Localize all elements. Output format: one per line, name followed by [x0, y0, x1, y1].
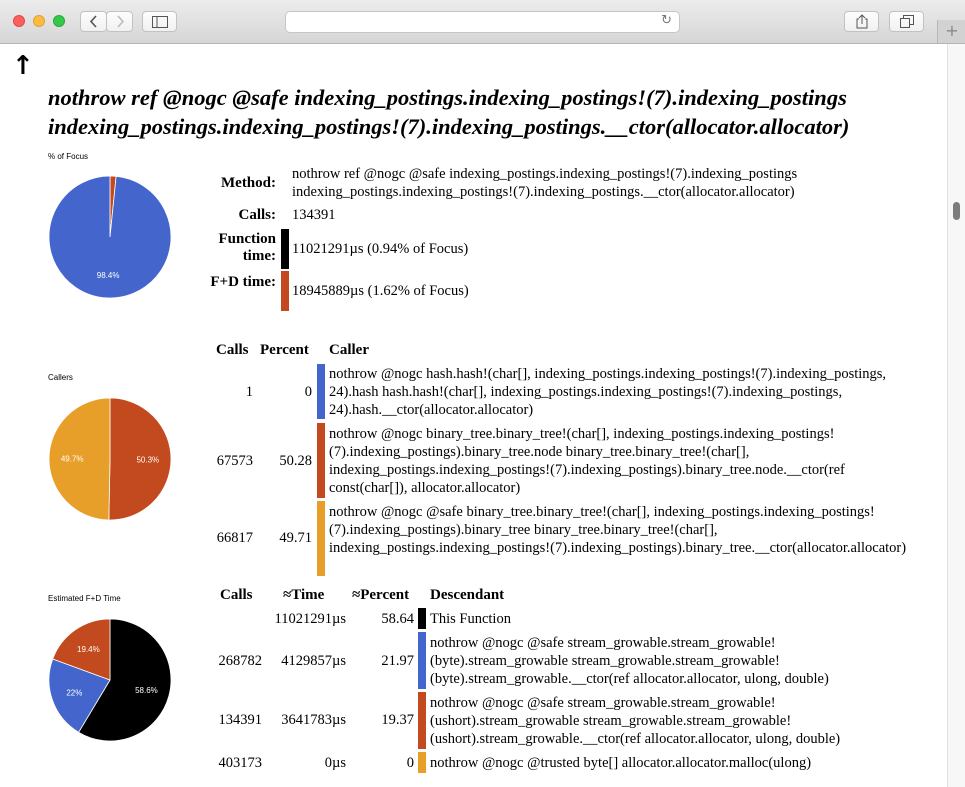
desc-time: 0µs: [324, 755, 346, 771]
callers-caller-header: Caller: [329, 342, 369, 358]
up-arrow-icon[interactable]: ↑: [12, 51, 34, 81]
desc-calls: 268782: [218, 653, 262, 669]
function-time-bar: [281, 229, 289, 269]
share-button[interactable]: [844, 11, 879, 32]
desc-time: 4129857µs: [281, 653, 346, 669]
pie-slice-label: 22%: [66, 688, 83, 698]
calls-value: 134391: [292, 207, 336, 223]
desc-bar: [418, 632, 426, 689]
page-title: nothrow ref @nogc @safe indexing_postings.indexing_postings!(7).indexing_postings indexing_postings.indexing_postings!(7).indexing_postings.__ctor(allocator.allocator): [48, 85, 850, 139]
desc-bar: [418, 692, 426, 749]
desc-time: 11021291µs: [274, 611, 346, 627]
desc-percent-header: ≈Percent: [352, 587, 410, 603]
caller-text[interactable]: nothrow @nogc @safe binary_tree.binary_tree!(char[], indexing_postings.indexing_postings!(7).indexing_postings).binary_tree binary_tree.binary_tree!(char[], indexing_postings.indexing_postings!(7).indexing_postings).binary_tree.__ctor(allocator.allocator): [329, 504, 907, 556]
focus-pie-chart: [47, 174, 173, 300]
caller-bar: [317, 501, 325, 576]
sidebar-button[interactable]: [142, 11, 177, 32]
callers-percent-header: Percent: [260, 342, 309, 358]
descendants-chart-title: Estimated F+D Time: [48, 594, 121, 603]
forward-button[interactable]: [106, 11, 133, 32]
method-value: nothrow ref @nogc @safe indexing_postings.indexing_postings!(7).indexing_postings indexing_postings.indexing_postings!(7).indexing_postings.__ctor(allocator.allocator): [292, 166, 798, 200]
pie-slice-label: 58.6%: [135, 686, 158, 696]
desc-percent: 21.97: [381, 653, 414, 669]
address-bar[interactable]: [285, 11, 680, 33]
caller-text[interactable]: nothrow @nogc binary_tree.binary_tree!(char[], indexing_postings.indexing_postings!(7).indexing_postings).binary_tree.node binary_tree.binary_tree!(char[], indexing_postings.indexing_postings!(7).indexing_postings).binary_tree.node.__ctor(ref const(char[]), allocator.allocator): [329, 426, 845, 496]
caller-percent: 50.28: [279, 453, 312, 469]
caller-text[interactable]: nothrow @nogc hash.hash!(char[], indexing_postings.indexing_postings!(7).indexing_postings, 24).hash hash.hash!(char[], indexing_postings.indexing_postings!(7).indexing_postings, 24).hash.__ctor(allocator.allocator): [329, 366, 887, 418]
calls-label: Calls:: [238, 207, 276, 223]
reload-icon[interactable]: ↻: [661, 13, 672, 28]
sidebar-icon: [152, 16, 168, 28]
zoom-window-button[interactable]: [53, 15, 65, 27]
method-label: Method:: [221, 175, 276, 191]
callers-calls-header: Calls: [216, 342, 249, 358]
desc-bar: [418, 608, 426, 629]
caller-calls: 66817: [216, 530, 253, 546]
desc-percent: 0: [406, 755, 414, 771]
share-icon: [855, 14, 869, 29]
page-content: [0, 44, 947, 787]
caller-bar: [317, 423, 325, 498]
caller-calls: 67573: [216, 453, 253, 469]
pie-slice-label: 98.4%: [96, 270, 120, 280]
fd-time-pie-chart: [47, 617, 173, 743]
plus-icon: +: [945, 21, 959, 40]
caller-calls: 1: [245, 384, 253, 400]
desc-descendant-header: Descendant: [430, 587, 505, 603]
scrollbar-thumb[interactable]: [953, 202, 960, 220]
desc-text[interactable]: nothrow @nogc @safe stream_growable.stream_growable!(ushort).stream_growable stream_growable.stream_growable!(ushort).stream_growable.__ctor(ref allocator.allocator, ulong, double): [430, 695, 841, 747]
new-tab-button[interactable]: [937, 20, 965, 43]
desc-calls: 403173: [218, 755, 262, 771]
chevron-right-icon: [115, 15, 125, 28]
chevron-left-icon: [89, 15, 99, 28]
minimize-window-button[interactable]: [33, 15, 45, 27]
caller-percent: 0: [304, 384, 312, 400]
function-time-value: 11021291µs (0.94% of Focus): [292, 241, 469, 257]
close-window-button[interactable]: [13, 15, 25, 27]
caller-percent: 49.71: [279, 530, 312, 546]
function-time-label: Function time:: [218, 231, 276, 264]
desc-calls: 134391: [218, 712, 262, 728]
fd-time-bar: [281, 271, 289, 311]
caller-bar: [317, 364, 325, 419]
callers-chart-title: Callers: [48, 373, 73, 382]
desc-time: 3641783µs: [281, 712, 346, 728]
tabs-icon: [900, 15, 914, 28]
pie-slice-label: 50.3%: [136, 455, 160, 465]
tabs-button[interactable]: [889, 11, 924, 32]
desc-percent: 58.64: [381, 611, 414, 627]
desc-text[interactable]: This Function: [430, 611, 511, 627]
desc-text[interactable]: nothrow @nogc @trusted byte[] allocator.allocator.malloc(ulong): [430, 755, 812, 771]
desc-time-header: ≈Time: [283, 587, 325, 603]
desc-percent: 19.37: [381, 712, 414, 728]
vertical-scrollbar[interactable]: [947, 44, 965, 787]
back-button[interactable]: [80, 11, 107, 32]
fd-time-value: 18945889µs (1.62% of Focus): [292, 283, 469, 299]
desc-bar: [418, 752, 426, 773]
pie-slice-label: 49.7%: [60, 454, 84, 464]
title-bar: [0, 0, 965, 44]
desc-text[interactable]: nothrow @nogc @safe stream_growable.stream_growable!(byte).stream_growable stream_growable.stream_growable!(byte).stream_growable.__ctor(ref allocator.allocator, ulong, double): [430, 635, 829, 687]
fd-time-label: F+D time:: [210, 274, 276, 290]
focus-chart-title: % of Focus: [48, 152, 89, 161]
pie-slice-label: 19.4%: [77, 644, 100, 654]
callers-pie-chart: [47, 396, 173, 522]
desc-calls-header: Calls: [220, 587, 253, 603]
